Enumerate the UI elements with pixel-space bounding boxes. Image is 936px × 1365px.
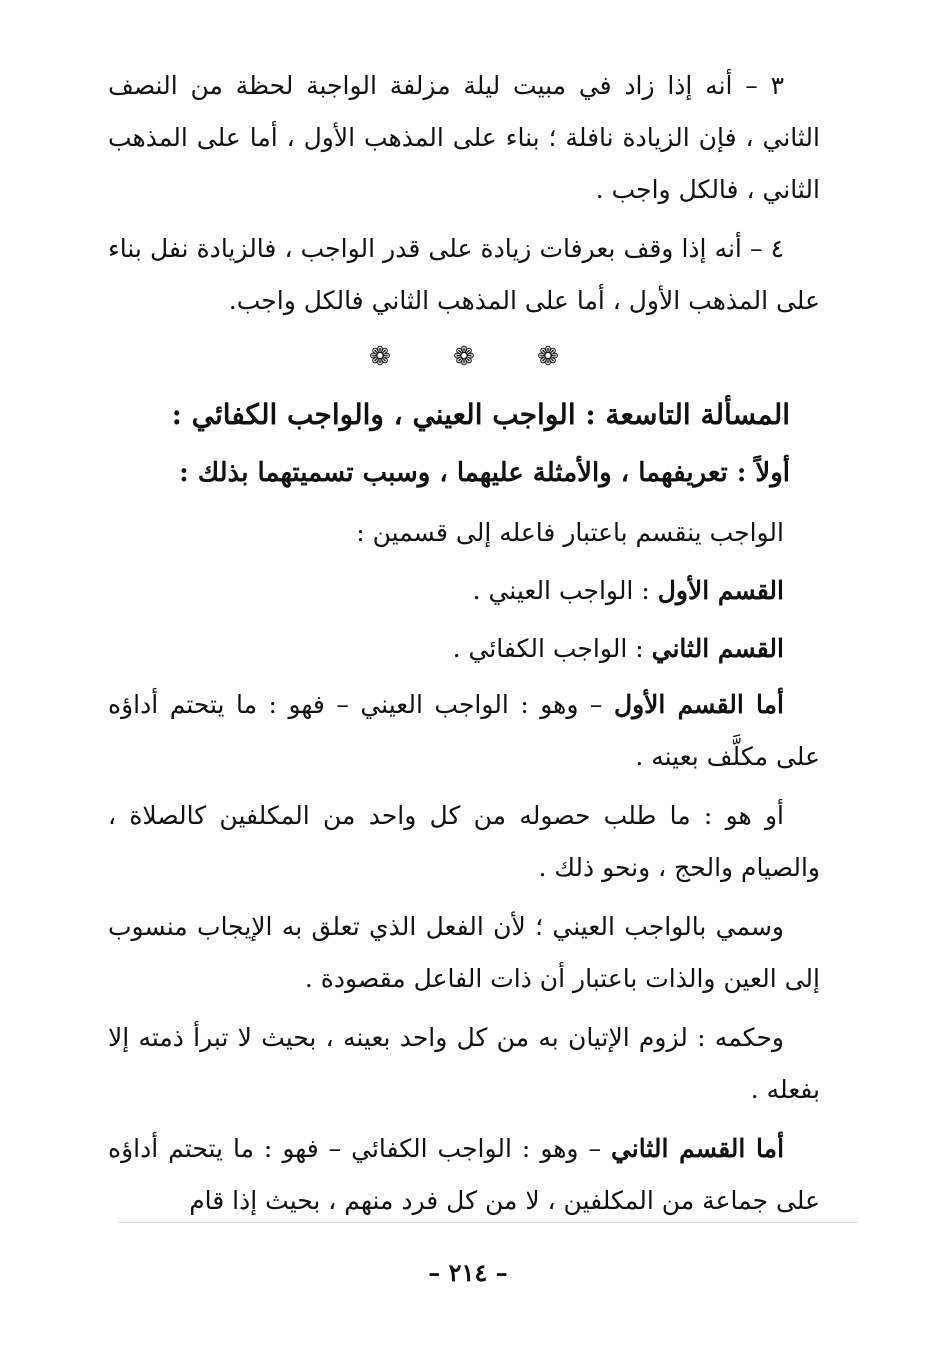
- paragraph-point-3: ٣ – أنه إذا زاد في مبيت ليلة مزلفة الواجبة لحظة من النصف الثاني ، فإن الزيادة نافلة ؛ بناء على المذهب الأول ، أما على المذهب الثاني ، فالكل واجب .: [108, 71, 820, 204]
- page-number: – ٢١٤ –: [428, 1258, 508, 1287]
- definition-part-two: [108, 1123, 820, 1227]
- division-intro: الواجب ينقسم باعتبار فاعله إلى قسمين :: [356, 518, 784, 547]
- definition-part-one-text: – وهو : الواجب العيني – فهو : ما يتحتم أداؤه على مكلَّف بعينه .: [108, 690, 820, 771]
- ruling-paragraph: وحكمه : لزوم الإتيان به من كل واحد بعينه ، بحيث لا تبرأ ذمته إلا بفعله .: [108, 1023, 820, 1104]
- part-two-line: [108, 621, 820, 677]
- part-two-label: القسم الثاني: [651, 634, 784, 663]
- star-ornament-icon: ❁: [453, 342, 475, 372]
- star-ornament-icon: ❁: [369, 342, 391, 372]
- definition-part-two-label: أما القسم الثاني: [610, 1134, 785, 1163]
- definition-part-two-text: – وهو : الواجب الكفائي – فهو : ما يتحتم أداؤه على جماعة من المكلفين ، لا من كل فرد منهم ، بحيث إذا قام: [108, 1134, 820, 1215]
- part-one-line: [108, 563, 820, 619]
- paragraph-point-4: ٤ – أنه إذا وقف بعرفات زيادة على قدر الواجب ، فالزيادة نفل بناء على المذهب الأول ، أما على المذهب الثاني فالكل واجب.: [108, 234, 820, 315]
- page-body: [108, 60, 820, 1234]
- part-one-label: القسم الأول: [657, 576, 784, 605]
- part-one-text: : الواجب العيني .: [472, 576, 658, 605]
- section-subtitle: أولاً : تعريفهما ، والأمثلة عليهما ، وسبب تسميتهما بذلك :: [179, 458, 790, 488]
- section-separator: [108, 335, 820, 379]
- naming-reason: وسمي بالواجب العيني ؛ لأن الفعل الذي تعلق به الإيجاب منسوب إلى العين والذات باعتبار أن ذات الفاعل مقصودة .: [108, 912, 820, 993]
- definition-part-one: [108, 679, 820, 783]
- section-title: المسألة التاسعة : الواجب العيني ، والواجب الكفائي :: [171, 398, 790, 431]
- star-ornament-icon: ❁: [537, 342, 559, 372]
- definition-part-one-alternative: أو هو : ما طلب حصوله من كل واحد من المكلفين كالصلاة ، والصيام والحج ، ونحو ذلك .: [108, 801, 820, 882]
- definition-part-one-label: أما القسم الأول: [613, 690, 784, 719]
- page-divider: [118, 1222, 858, 1223]
- part-two-text: : الواجب الكفائي .: [452, 634, 652, 663]
